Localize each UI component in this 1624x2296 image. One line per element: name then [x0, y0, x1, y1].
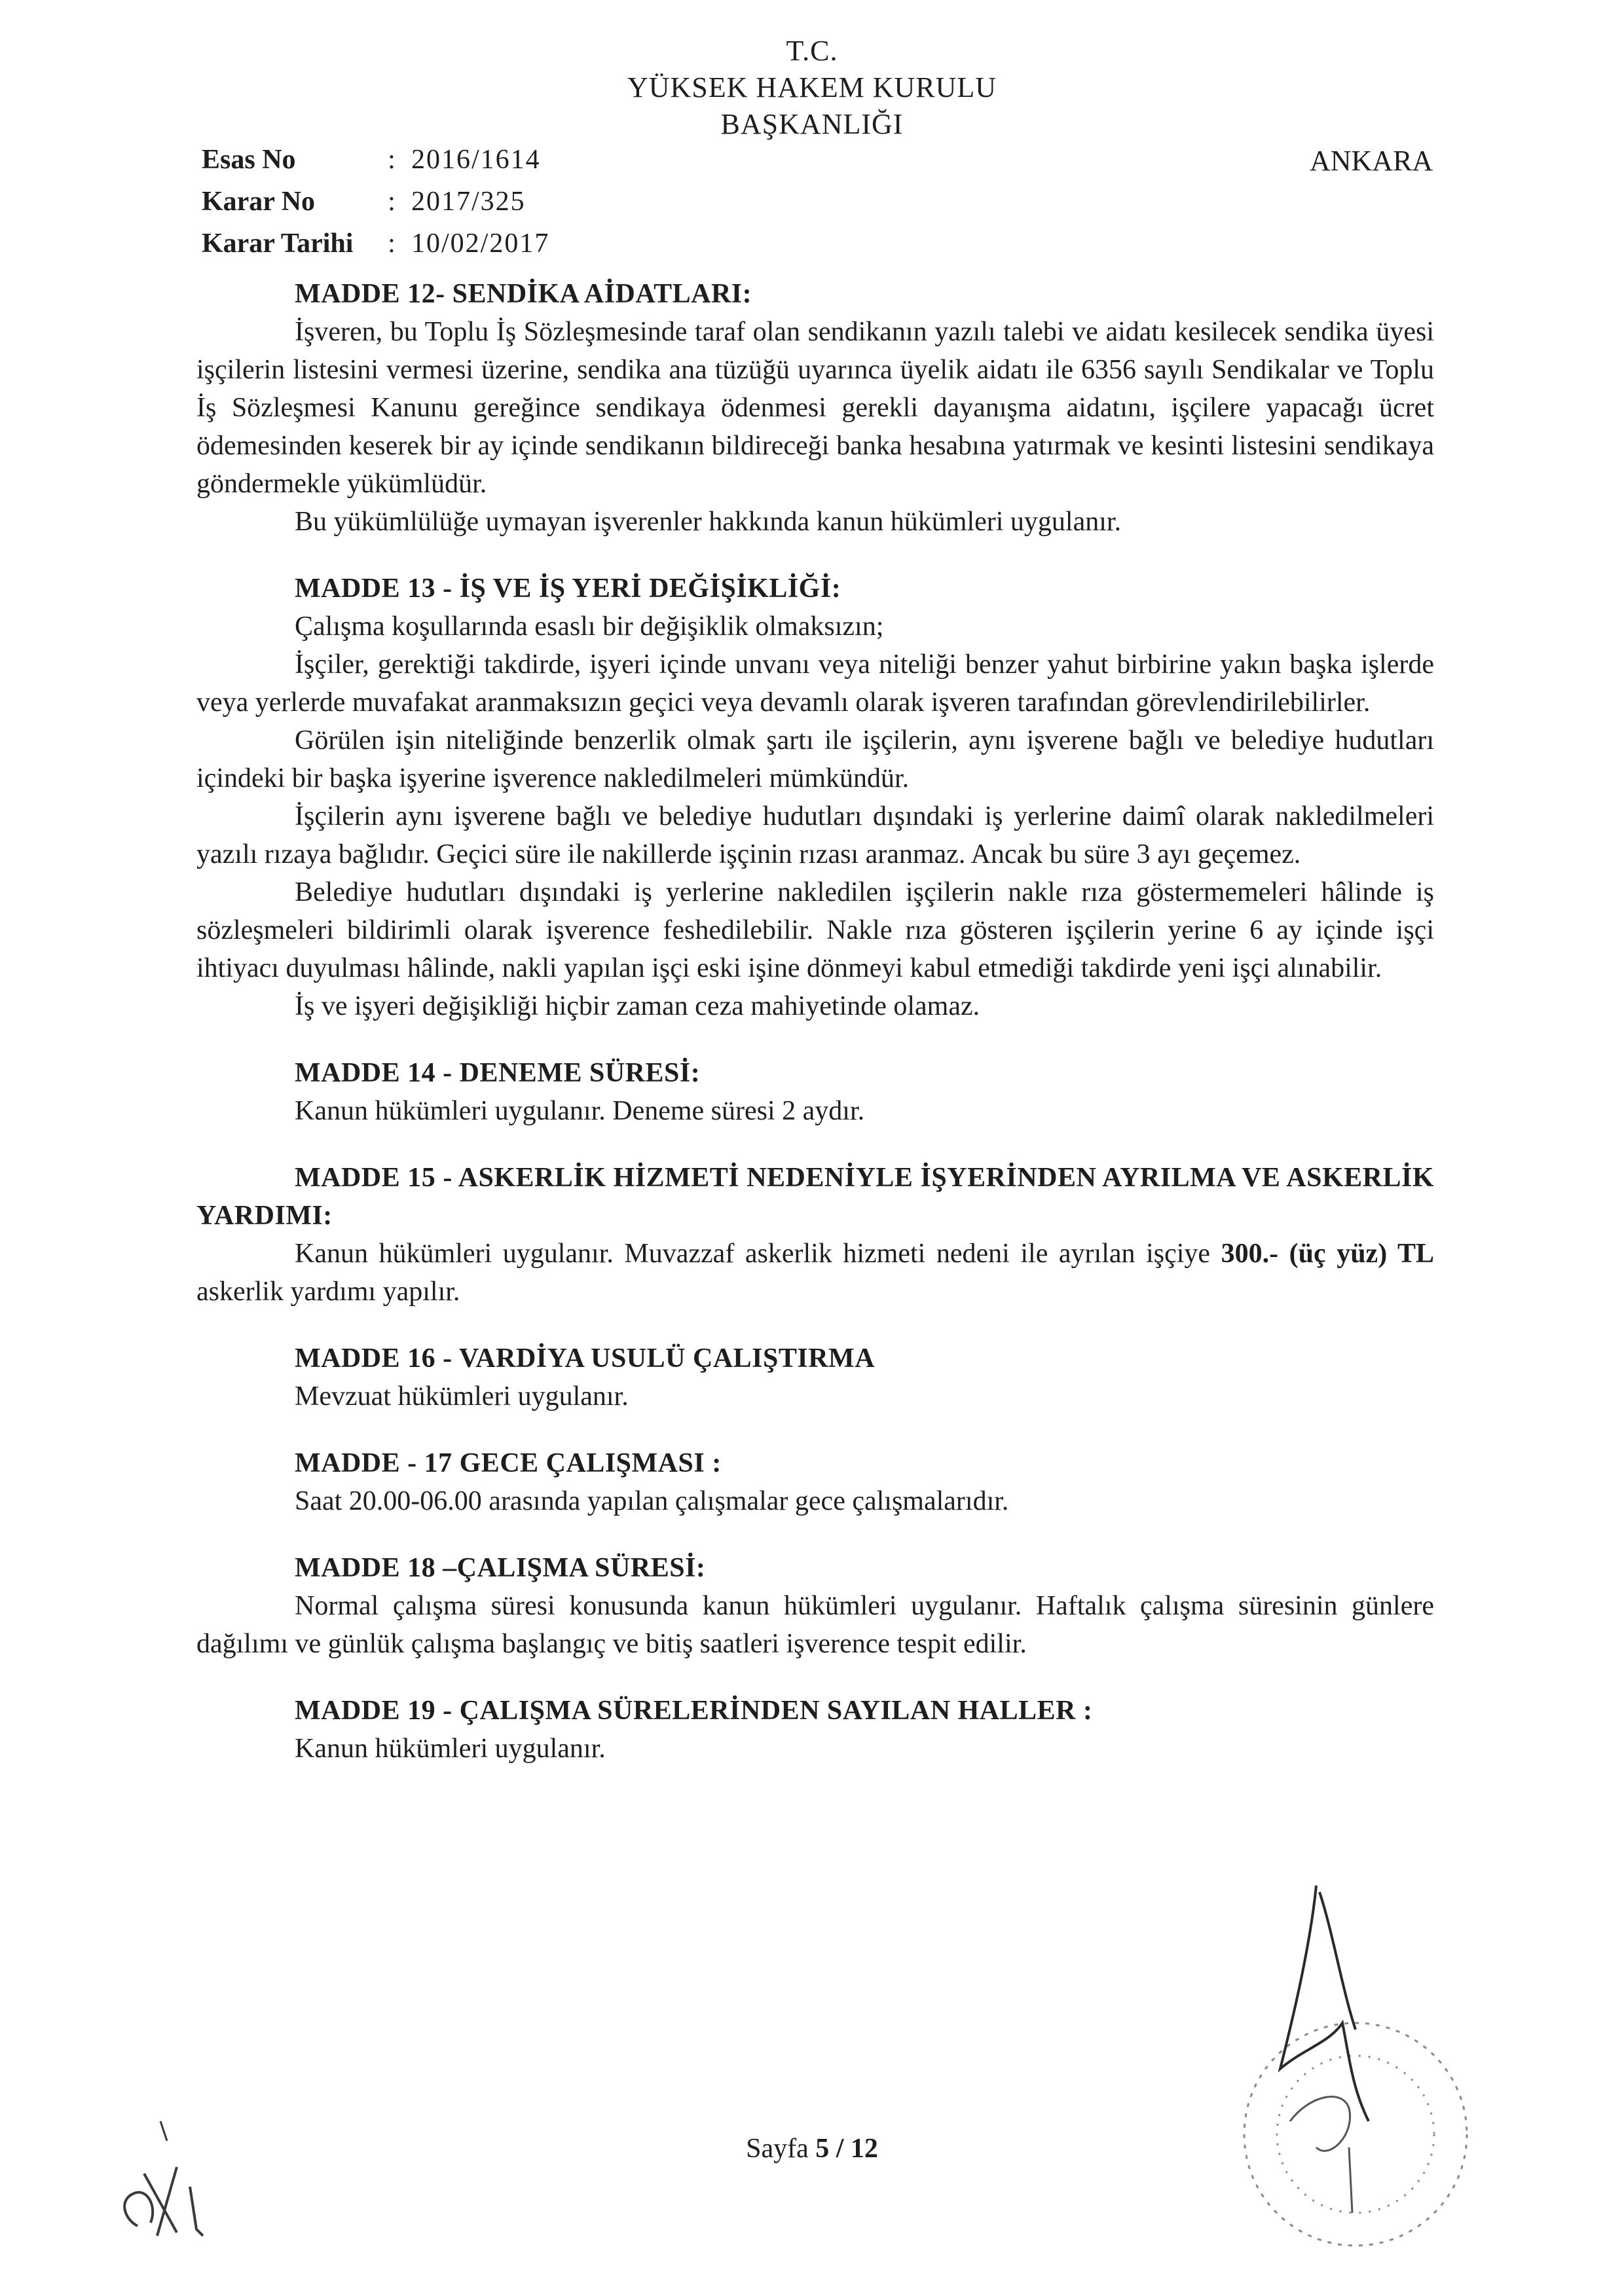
- signature-stamp: [1218, 1872, 1493, 2278]
- document-body: [196, 275, 1434, 1768]
- article-14-heading: MADDE 14 - DENEME SÜRESİ:: [295, 1058, 701, 1088]
- page-number: [0, 2133, 1624, 2164]
- city-label: ANKARA: [1310, 145, 1433, 177]
- article-13-paragraph: İşçilerin aynı işverene bağlı ve belediye hudutları dışındaki iş yerlerine daimî olarak nakledilmeleri yazılı rızaya bağlıdır. Geçici süre ile nakillerde işçinin rızası aranmaz. Ancak bu süre 3 ayı geçemez.: [196, 801, 1434, 869]
- article-15-text-a: Kanun hükümleri uygulanır. Muvazzaf askerlik hizmeti nedeni ile ayrılan işçiye: [295, 1239, 1221, 1269]
- header-tc: T.C.: [786, 35, 838, 67]
- article-16-heading: MADDE 16 - VARDİYA USULÜ ÇALIŞTIRMA: [295, 1343, 876, 1374]
- page-total: 12: [850, 2134, 878, 2164]
- meta-value: 2016/1614: [411, 145, 541, 175]
- article-17-paragraph: Saat 20.00-06.00 arasında yapılan çalışmalar gece çalışmalarıdır.: [295, 1486, 1009, 1516]
- article-15-amount: 300.- (üç yüz) TL: [1221, 1239, 1434, 1269]
- article-15-text-c: askerlik yardımı yapılır.: [196, 1277, 460, 1307]
- article-12-heading: MADDE 12- SENDİKA AİDATLARI:: [295, 279, 752, 309]
- article-13-paragraph: İşçiler, gerektiği takdirde, işyeri içinde unvanı veya niteliği benzer yahut birbirine yakın başka işlerde veya yerlerde muvafakat aranmaksızın geçici veya devamlı olarak işveren tarafından görevlendirilebilirler.: [196, 649, 1434, 718]
- article-17-heading: MADDE - 17 GECE ÇALIŞMASI :: [295, 1448, 722, 1478]
- article-12-paragraph: Bu yükümlülüğe uymayan işverenler hakkında kanun hükümleri uygulanır.: [295, 507, 1122, 537]
- meta-karar-tarihi: [202, 223, 549, 264]
- article-14-paragraph: Kanun hükümleri uygulanır. Deneme süresi 2 aydır.: [295, 1096, 865, 1126]
- meta-label: Esas No: [202, 145, 296, 175]
- article-13-paragraph: Görülen işin niteliğinde benzerlik olmak şartı ile işçilerin, aynı işverene bağlı ve belediye hudutları içindeki bir başka işyerine işverence nakledilmeleri mümkündür.: [196, 725, 1434, 793]
- meta-label: Karar No: [202, 187, 316, 217]
- header-presidency: BAŞKANLIĞI: [720, 108, 904, 140]
- header-institution: YÜKSEK HAKEM KURULU: [627, 71, 997, 103]
- meta-esas-no: [202, 139, 549, 181]
- meta-value: 2017/325: [411, 187, 526, 217]
- article-19-paragraph: Kanun hükümleri uygulanır.: [295, 1734, 606, 1764]
- article-18-paragraph: Normal çalışma süresi konusunda kanun hükümleri uygulanır. Haftalık çalışma süresinin günlere dağılımı ve günlük çalışma başlangıç ve bitiş saatleri işverence tespit edilir.: [196, 1591, 1434, 1659]
- signature-left: [98, 2095, 242, 2252]
- article-16-paragraph: Mevzuat hükümleri uygulanır.: [295, 1381, 629, 1412]
- article-15-paragraph: [196, 1235, 1434, 1311]
- article-15-heading: MADDE 15 - ASKERLİK HİZMETİ NEDENİYLE İŞYERİNDEN AYRILMA VE ASKERLİK YARDIMI:: [196, 1163, 1434, 1231]
- meta-value: 10/02/2017: [411, 228, 550, 259]
- case-meta: [202, 139, 549, 264]
- article-13-paragraph: İş ve işyeri değişikliği hiçbir zaman ceza mahiyetinde olamaz.: [295, 991, 980, 1021]
- article-13-heading: MADDE 13 - İŞ VE İŞ YERİ DEĞİŞİKLİĞİ:: [295, 574, 841, 604]
- meta-label: Karar Tarihi: [202, 228, 354, 259]
- meta-colon: :: [388, 228, 396, 259]
- page-prefix: Sayfa: [746, 2134, 816, 2164]
- meta-karar-no: [202, 181, 549, 223]
- meta-colon: :: [388, 145, 396, 175]
- page-current: 5: [815, 2134, 830, 2164]
- article-13-paragraph: Çalışma koşullarında esaslı bir değişiklik olmaksızın;: [295, 611, 884, 642]
- article-12-paragraph: İşveren, bu Toplu İş Sözleşmesinde taraf olan sendikanın yazılı talebi ve aidatı kesilecek sendika üyesi işçilerin listesini vermesi üzerine, sendika ana tüzüğü uyarınca üyelik aidatı ile 6356 sayılı Sendikalar ve Toplu İş Sözleşmesi Kanunu gereğince sendikaya ödenmesi gerekli dayanışma aidatını, işçilere yapacağı ücret ödemesinden keserek bir ay içinde sendikanın bildireceği banka hesabına yatırmak ve kesinti listesini sendikaya göndermekle yükümlüdür.: [196, 317, 1434, 499]
- article-18-heading: MADDE 18 –ÇALIŞMA SÜRESİ:: [295, 1553, 706, 1583]
- article-19-heading: MADDE 19 - ÇALIŞMA SÜRELERİNDEN SAYILAN HALLER :: [295, 1696, 1093, 1726]
- article-13-paragraph: Belediye hudutları dışındaki iş yerlerine nakledilen işçilerin nakle rıza göstermemeleri hâlinde iş sözleşmeleri bildirimli olarak işverence feshedilebilir. Nakle rıza gösteren işçilerin yerine 6 ay içinde işçi ihtiyacı duyulması hâlinde, nakli yapılan işçi eski işine dönmeyi kabul etmediği takdirde yeni işçi alınabilir.: [196, 877, 1434, 983]
- meta-colon: :: [388, 187, 396, 217]
- page-separator: /: [829, 2134, 851, 2164]
